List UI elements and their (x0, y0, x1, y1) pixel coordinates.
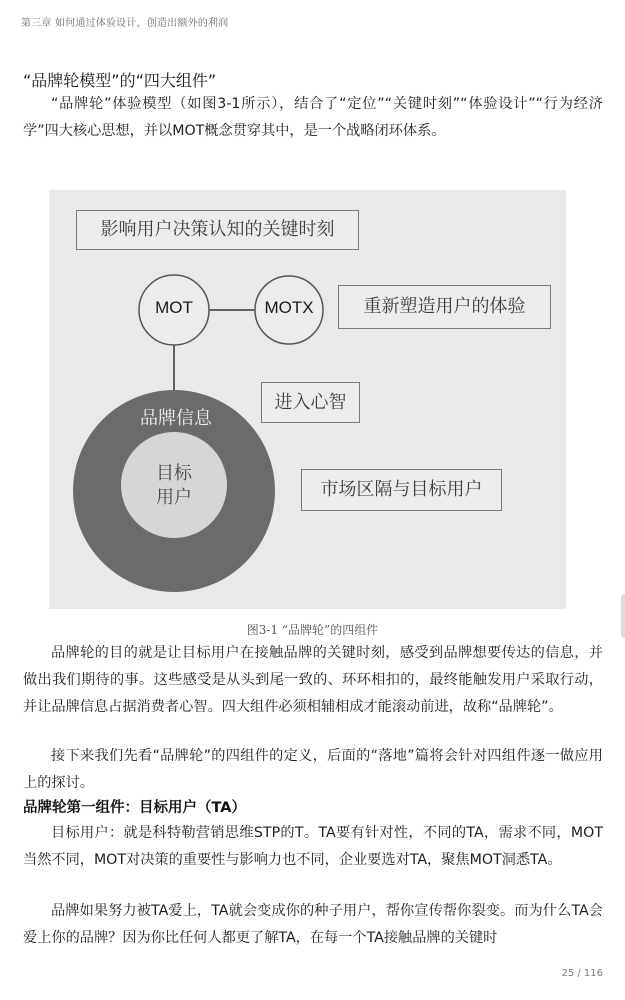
page-number: 25 / 116 (561, 968, 603, 979)
reshape-experience-box: 重新塑造用户的体验 (338, 285, 551, 329)
mot-node-label: MOT (155, 298, 193, 317)
paragraph-target-definition: 目标用户：就是科特勒营销思维STP的T。TA要有针对性，不同的TA，需求不同，MOT当然不同，MOT对决策的重要性与影响力也不同，企业要选对TA，聚焦MOT洞悉TA。 (23, 825, 603, 868)
brand-message-label: 品牌信息 (140, 408, 212, 429)
paragraph-next: 接下来我们先看“品牌轮”的四组件的定义，后面的“落地”篇将会针对四组件逐一做应用上的探讨。 (23, 748, 603, 791)
target-user-label (139, 462, 209, 510)
market-segment-box: 市场区隔与目标用户 (301, 469, 502, 511)
figure-caption: 图3-1 “品牌轮”的四组件 (246, 623, 379, 637)
page-edge-handle[interactable] (621, 594, 625, 638)
paragraph-ta-love: 品牌如果努力被TA爱上，TA就会变成你的种子用户，帮你宣传帮你裂变。而为什么TA会爱上你的品牌？因为你比任何人都更了解TA，在每一个TA接触品牌的关键时 (23, 903, 603, 946)
section-title: “品牌轮模型”的“四大组件” (23, 71, 217, 90)
running-header: 第三章 如何通过体验设计，创造出额外的利润 (21, 18, 229, 29)
key-moment-box: 影响用户决策认知的关键时刻 (76, 210, 359, 250)
subheading-component-one: 品牌轮第一组件：目标用户（TA） (23, 800, 246, 816)
brand-wheel-figure (49, 190, 566, 609)
target-user-label-line1: 目标 (156, 463, 192, 484)
enter-mind-box: 进入心智 (261, 382, 360, 423)
motx-node-label: MOTX (264, 298, 314, 317)
target-user-label-line2: 用户 (156, 487, 192, 508)
paragraph-purpose: 品牌轮的目的就是让目标用户在接触品牌的关键时刻，感受到品牌想要传达的信息，并做出我们期待的事。这些感受是从头到尾一致的、环环相扣的，最终能触发用户采取行动，并让品牌信息占据消费者心智。四大组件必须相辅相成才能滚动前进，故称“品牌轮”。 (23, 645, 603, 715)
paragraph-intro: “品牌轮”体验模型（如图3-1所示），结合了“定位”“关键时刻”“体验设计”“行为经济学”四大核心思想，并以MOT概念贯穿其中，是一个战略闭环体系。 (23, 96, 603, 139)
